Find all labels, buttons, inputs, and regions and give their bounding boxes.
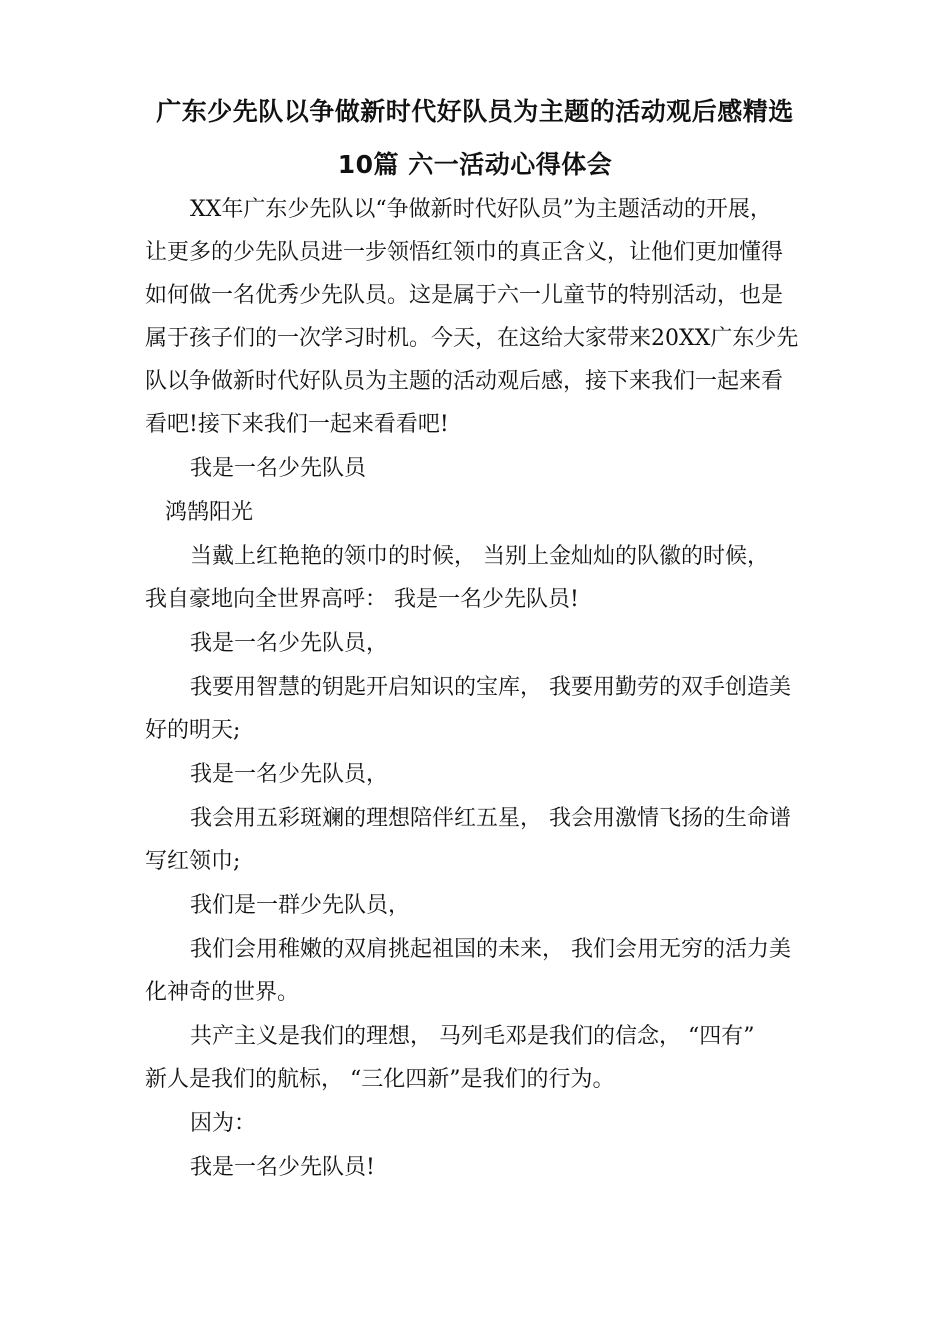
document-title-line-1: 广东少先队以争做新时代好队员为主题的活动观后感精选 xyxy=(156,97,794,126)
body-line: 队以争做新时代好队员为主题的活动观后感，接下来我们一起来看 xyxy=(145,369,784,394)
body-line: 我们会用稚嫩的双肩挑起祖国的未来， 我们会用无穷的活力美 xyxy=(190,937,791,962)
body-line: 因为： xyxy=(190,1111,257,1136)
body-line: 让更多的少先队员进一步领悟红领巾的真正含义，让他们更加懂得 xyxy=(145,240,784,265)
body-line: 属于孩子们的一次学习时机。今天，在这给大家带来20XX广东少先 xyxy=(145,326,799,351)
body-line: XX年广东少先队以“争做新时代好队员”为主题活动的开展， xyxy=(190,197,772,222)
poem-author: 鸿鹄阳光 xyxy=(165,500,254,525)
body-line: 看吧!接下来我们一起来看看吧! xyxy=(145,412,449,437)
body-line: 共产主义是我们的理想， 马列毛邓是我们的信念， “四有” xyxy=(190,1024,755,1049)
body-line: 我是一名少先队员， xyxy=(190,631,389,656)
body-line: 我们是一群少先队员， xyxy=(190,893,411,918)
body-line: 化神奇的世界。 xyxy=(145,980,300,1005)
body-line: 如何做一名优秀少先队员。这是属于六一儿童节的特别活动，也是 xyxy=(145,283,784,308)
body-line: 新人是我们的航标， “三化四新”是我们的行为。 xyxy=(145,1067,615,1092)
body-line: 我自豪地向全世界高呼： 我是一名少先队员! xyxy=(145,587,579,612)
body-line: 我要用智慧的钥匙开启知识的宝库， 我要用勤劳的双手创造美 xyxy=(190,675,791,700)
body-line: 我是一名少先队员， xyxy=(190,762,389,787)
body-line: 当戴上红艳艳的领巾的时候， 当别上金灿灿的队徽的时候， xyxy=(190,544,769,569)
body-line: 写红领巾; xyxy=(145,849,241,874)
document-title-line-2: 10篇 六一活动心得体会 xyxy=(337,150,613,179)
body-line: 好的明天; xyxy=(145,718,241,743)
body-line: 我会用五彩斑斓的理想陪伴红五星， 我会用激情飞扬的生命谱 xyxy=(190,806,791,831)
body-line: 我是一名少先队员! xyxy=(190,1155,375,1180)
poem-title: 我是一名少先队员 xyxy=(190,456,367,481)
